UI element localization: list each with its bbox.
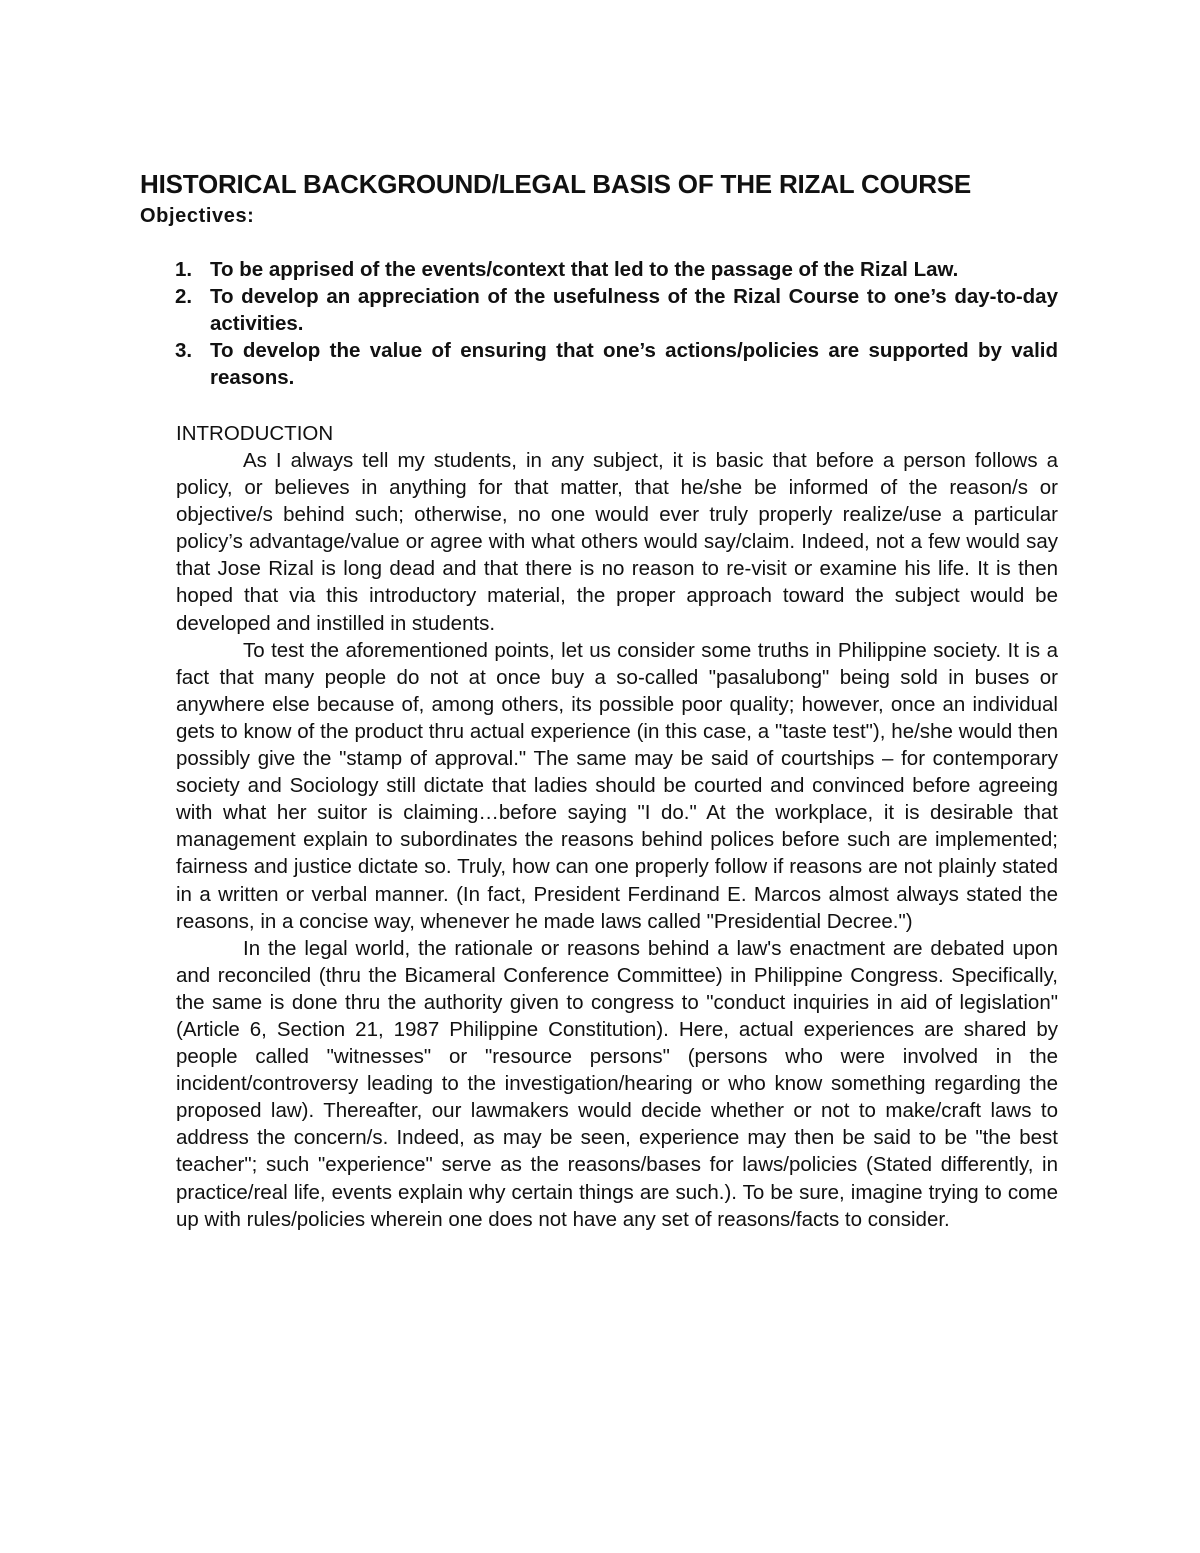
introduction-heading: INTRODUCTION: [176, 422, 334, 445]
objectives-list: [140, 256, 1058, 391]
objective-text: To develop the value of ensuring that one’s actions/policies are supported by valid reasons.: [210, 339, 1058, 389]
objective-number: 2.: [175, 285, 193, 308]
objective-number: 1.: [175, 258, 193, 281]
body-paragraph: To test the aforementioned points, let us consider some truths in Philippine society. It is a fact that many people do not at once buy a so-called "pasalubong" being sold in buses or anywhere else because of, among others, its possible poor quality; however, once an individual gets to know of the product thru actual experience (in this case, a "taste test"), he/she would then possibly give the "stamp of approval." The same may be said of courtships – for contemporary society and Sociology still dictate that ladies should be courted and convinced before agreeing with what her suitor is claiming…before saying "I do." At the workplace, it is desirable that management explain to subordinates the reasons behind polices before such are implemented; fairness and justice dictate so. Truly, how can one properly follow if reasons are not plainly stated in a written or verbal manner. (In fact, President Ferdinand E. Marcos almost always stated the reasons, in a concise way, whenever he made laws called "Presidential Decree."): [176, 638, 1058, 933]
objectives-label: Objectives:: [140, 205, 255, 227]
objective-item: [175, 337, 1058, 391]
document-title: HISTORICAL BACKGROUND/LEGAL BASIS OF THE RIZAL COURSE: [140, 169, 972, 199]
objective-item: [175, 256, 1058, 283]
body-paragraph: In the legal world, the rationale or reasons behind a law's enactment are debated upon and reconciled (thru the Bicameral Conference Committee) in Philippine Congress. Specifically, the same is done thru the authority given to congress to "conduct inquiries in aid of legislation" (Article 6, Section 21, 1987 Philippine Constitution). Here, actual experiences are shared by people called "witnesses" or "resource persons" (persons who were involved in the incident/controversy leading to the investigation/hearing or who know something regarding the proposed law). Thereafter, our lawmakers would decide whether or not to make/craft laws to address the concern/s. Indeed, as may be seen, experience may then be said to be "the best teacher"; such "experience" serve as the reasons/bases for laws/policies (Stated differently, in practice/real life, events explain why certain things are such.). To be sure, imagine trying to come up with rules/policies wherein one does not have any set of reasons/facts to consider.: [176, 936, 1058, 1231]
objective-number: 3.: [175, 339, 193, 362]
introduction-body: [176, 447, 1058, 1233]
objective-text: To develop an appreciation of the usefulness of the Rizal Course to one’s day-to-day activities.: [210, 285, 1058, 335]
objective-text: To be apprised of the events/context that led to the passage of the Rizal Law.: [210, 258, 959, 281]
document-content: [140, 166, 1058, 1233]
objective-item: [175, 283, 1058, 337]
body-paragraph: As I always tell my students, in any subject, it is basic that before a person follows a policy, or believes in anything for that matter, that he/she be informed of the reason/s or objective/s behind such; otherwise, no one would ever truly properly realize/use a particular policy’s advantage/value or agree with what others would say/claim. Indeed, not a few would say that Jose Rizal is long dead and that there is no reason to re-visit or examine his life. It is then hoped that via this introductory material, the proper approach toward the subject would be developed and instilled in students.: [176, 449, 1058, 635]
